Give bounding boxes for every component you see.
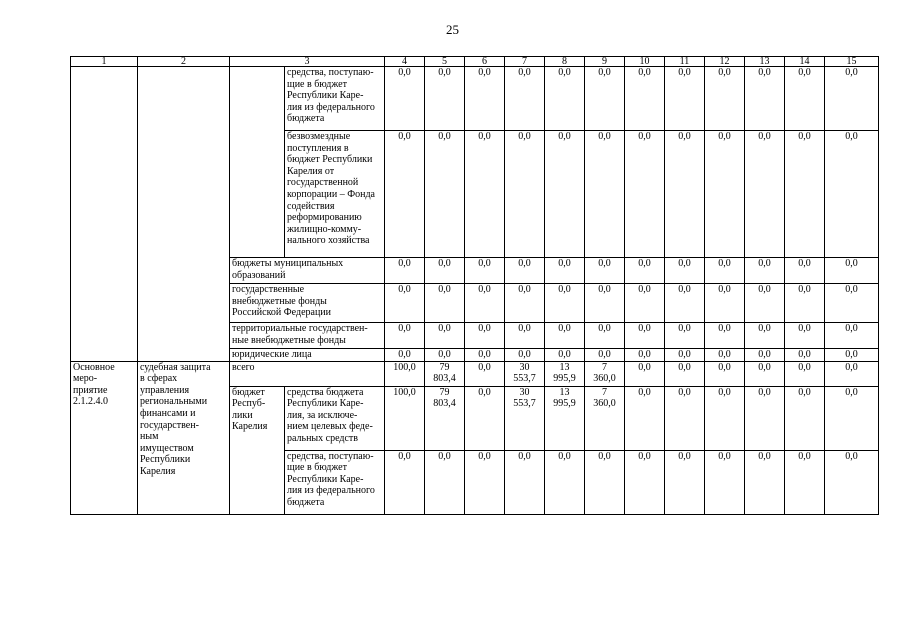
value-cell: 0,0 bbox=[665, 450, 705, 514]
value-cell: 0,0 bbox=[785, 386, 825, 450]
value-cell: 0,0 bbox=[825, 450, 879, 514]
value-cell: 0,0 bbox=[825, 284, 879, 323]
header-cell: 2 bbox=[138, 57, 230, 67]
value-cell: 0,0 bbox=[625, 361, 665, 386]
value-cell: 0,0 bbox=[465, 131, 505, 258]
value-cell: 0,0 bbox=[625, 323, 665, 349]
value-cell: 0,0 bbox=[425, 349, 465, 362]
value-cell: 0,0 bbox=[385, 450, 425, 514]
value-cell: 0,0 bbox=[585, 323, 625, 349]
value-cell: 0,0 bbox=[825, 349, 879, 362]
source-cell: средства, поступаю- щие в бюджет Республики Каре- лия из федерального бюджета bbox=[285, 67, 385, 131]
value-cell: 0,0 bbox=[425, 284, 465, 323]
value-cell: 0,0 bbox=[505, 67, 545, 131]
value-cell: 100,0 bbox=[385, 361, 425, 386]
value-cell: 0,0 bbox=[625, 349, 665, 362]
value-cell: 0,0 bbox=[705, 361, 745, 386]
value-cell: 0,0 bbox=[705, 450, 745, 514]
header-cell: 13 bbox=[745, 57, 785, 67]
value-cell: 0,0 bbox=[385, 349, 425, 362]
header-cell: 14 bbox=[785, 57, 825, 67]
value-cell: 0,0 bbox=[745, 323, 785, 349]
value-cell: 0,0 bbox=[745, 258, 785, 284]
value-cell: 0,0 bbox=[585, 349, 625, 362]
header-cell: 11 bbox=[665, 57, 705, 67]
value-cell: 0,0 bbox=[625, 386, 665, 450]
header-cell: 10 bbox=[625, 57, 665, 67]
value-cell: 0,0 bbox=[425, 131, 465, 258]
value-cell: 100,0 bbox=[385, 386, 425, 450]
value-cell: 0,0 bbox=[745, 386, 785, 450]
value-cell: 0,0 bbox=[665, 131, 705, 258]
value-cell: 0,0 bbox=[665, 349, 705, 362]
value-cell: 0,0 bbox=[705, 284, 745, 323]
page-number: 25 bbox=[446, 22, 459, 37]
source-cell: бюджеты муниципальных образований bbox=[230, 258, 385, 284]
source-cell: средства бюджета Республики Каре- лия, за исключе- нием целевых феде- ральных средств bbox=[285, 386, 385, 450]
header-row bbox=[71, 57, 879, 67]
value-cell: 7 360,0 bbox=[585, 386, 625, 450]
source-cell: государственные внебюджетные фонды Российской Федерации bbox=[230, 284, 385, 323]
value-cell: 0,0 bbox=[625, 67, 665, 131]
header-cell: 6 bbox=[465, 57, 505, 67]
value-cell: 0,0 bbox=[465, 67, 505, 131]
value-cell: 0,0 bbox=[705, 323, 745, 349]
value-cell: 30 553,7 bbox=[505, 361, 545, 386]
code-cell-empty bbox=[71, 67, 138, 362]
value-cell: 0,0 bbox=[585, 450, 625, 514]
value-cell: 0,0 bbox=[665, 361, 705, 386]
value-cell: 0,0 bbox=[505, 349, 545, 362]
total-label-cell: всего bbox=[230, 361, 385, 386]
value-cell: 13 995,9 bbox=[545, 361, 585, 386]
header-cell: 8 bbox=[545, 57, 585, 67]
value-cell: 0,0 bbox=[665, 386, 705, 450]
value-cell: 0,0 bbox=[505, 131, 545, 258]
value-cell: 0,0 bbox=[585, 258, 625, 284]
budget-label-cell: бюджет Респуб- лики Карелия bbox=[230, 386, 285, 514]
value-cell: 0,0 bbox=[625, 450, 665, 514]
source-cell: территориальные государствен- ные внебюджетные фонды bbox=[230, 323, 385, 349]
value-cell: 0,0 bbox=[385, 67, 425, 131]
header-cell: 5 bbox=[425, 57, 465, 67]
value-cell: 0,0 bbox=[825, 386, 879, 450]
table-row bbox=[71, 67, 879, 131]
value-cell: 0,0 bbox=[385, 258, 425, 284]
value-cell: 0,0 bbox=[385, 323, 425, 349]
value-cell: 0,0 bbox=[585, 67, 625, 131]
source-cell: средства, поступаю- щие в бюджет Республики Каре- лия из федерального бюджета bbox=[285, 450, 385, 514]
value-cell: 0,0 bbox=[745, 131, 785, 258]
value-cell: 0,0 bbox=[665, 67, 705, 131]
value-cell: 0,0 bbox=[545, 349, 585, 362]
value-cell: 0,0 bbox=[465, 284, 505, 323]
value-cell: 0,0 bbox=[705, 258, 745, 284]
value-cell: 0,0 bbox=[705, 386, 745, 450]
value-cell: 0,0 bbox=[465, 450, 505, 514]
header-cell: 3 bbox=[230, 57, 385, 67]
value-cell: 0,0 bbox=[585, 131, 625, 258]
value-cell: 0,0 bbox=[745, 450, 785, 514]
value-cell: 0,0 bbox=[785, 361, 825, 386]
value-cell: 0,0 bbox=[385, 284, 425, 323]
value-cell: 7 360,0 bbox=[585, 361, 625, 386]
value-cell: 0,0 bbox=[785, 349, 825, 362]
value-cell: 0,0 bbox=[505, 284, 545, 323]
value-cell: 0,0 bbox=[785, 258, 825, 284]
value-cell: 0,0 bbox=[625, 131, 665, 258]
budget-table bbox=[70, 56, 879, 515]
name-cell-empty bbox=[138, 67, 230, 362]
value-cell: 13 995,9 bbox=[545, 386, 585, 450]
value-cell: 0,0 bbox=[785, 450, 825, 514]
table-row bbox=[71, 361, 879, 386]
value-cell: 0,0 bbox=[665, 258, 705, 284]
value-cell: 0,0 bbox=[825, 361, 879, 386]
value-cell: 0,0 bbox=[825, 131, 879, 258]
value-cell: 0,0 bbox=[785, 67, 825, 131]
value-cell: 0,0 bbox=[625, 284, 665, 323]
value-cell: 0,0 bbox=[785, 323, 825, 349]
value-cell: 0,0 bbox=[545, 258, 585, 284]
header-cell: 12 bbox=[705, 57, 745, 67]
value-cell: 30 553,7 bbox=[505, 386, 545, 450]
value-cell: 0,0 bbox=[745, 361, 785, 386]
value-cell: 0,0 bbox=[425, 450, 465, 514]
value-cell: 0,0 bbox=[425, 323, 465, 349]
value-cell: 0,0 bbox=[465, 386, 505, 450]
value-cell: 0,0 bbox=[505, 258, 545, 284]
value-cell: 0,0 bbox=[705, 131, 745, 258]
value-cell: 0,0 bbox=[825, 258, 879, 284]
value-cell: 0,0 bbox=[785, 284, 825, 323]
value-cell: 0,0 bbox=[705, 349, 745, 362]
budget-cell-empty bbox=[230, 67, 285, 258]
header-cell: 7 bbox=[505, 57, 545, 67]
value-cell: 0,0 bbox=[545, 450, 585, 514]
header-cell: 9 bbox=[585, 57, 625, 67]
value-cell: 0,0 bbox=[505, 323, 545, 349]
value-cell: 0,0 bbox=[505, 450, 545, 514]
value-cell: 0,0 bbox=[465, 323, 505, 349]
value-cell: 0,0 bbox=[745, 284, 785, 323]
value-cell: 0,0 bbox=[545, 131, 585, 258]
value-cell: 0,0 bbox=[825, 67, 879, 131]
value-cell: 0,0 bbox=[385, 131, 425, 258]
source-cell: безвозмездные поступления в бюджет Республики Карелия от государственной корпорации – Фонда содействия реформированию жилищно-комму- нального хозяйства bbox=[285, 131, 385, 258]
value-cell: 0,0 bbox=[545, 284, 585, 323]
value-cell: 0,0 bbox=[465, 361, 505, 386]
header-cell: 15 bbox=[825, 57, 879, 67]
value-cell: 0,0 bbox=[665, 284, 705, 323]
value-cell: 0,0 bbox=[745, 349, 785, 362]
value-cell: 0,0 bbox=[665, 323, 705, 349]
value-cell: 0,0 bbox=[785, 131, 825, 258]
value-cell: 79 803,4 bbox=[425, 361, 465, 386]
measure-name-cell: судебная защита в сферах управления региональными финансами и государствен- ным имуществом Республики Карелия bbox=[138, 361, 230, 514]
value-cell: 0,0 bbox=[625, 258, 665, 284]
value-cell: 0,0 bbox=[545, 67, 585, 131]
value-cell: 79 803,4 bbox=[425, 386, 465, 450]
value-cell: 0,0 bbox=[545, 323, 585, 349]
value-cell: 0,0 bbox=[465, 258, 505, 284]
value-cell: 0,0 bbox=[825, 323, 879, 349]
value-cell: 0,0 bbox=[705, 67, 745, 131]
measure-code-cell: Основное меро- приятие 2.1.2.4.0 bbox=[71, 361, 138, 514]
value-cell: 0,0 bbox=[585, 284, 625, 323]
value-cell: 0,0 bbox=[425, 258, 465, 284]
source-cell: юридические лица bbox=[230, 349, 385, 362]
header-cell: 1 bbox=[71, 57, 138, 67]
value-cell: 0,0 bbox=[425, 67, 465, 131]
value-cell: 0,0 bbox=[745, 67, 785, 131]
value-cell: 0,0 bbox=[465, 349, 505, 362]
header-cell: 4 bbox=[385, 57, 425, 67]
